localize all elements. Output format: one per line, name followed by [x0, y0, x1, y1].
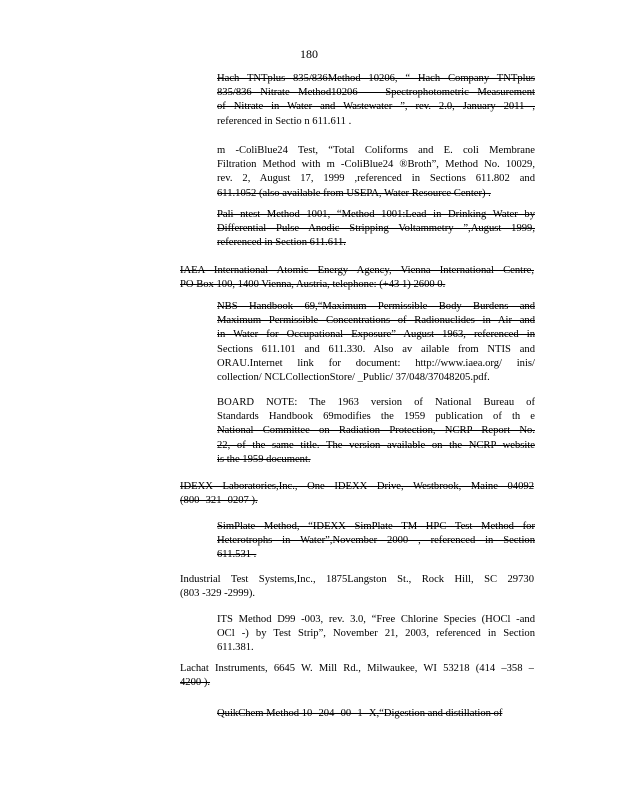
reference-nbs-handbook-69 — [217, 300, 535, 385]
reference-idexx — [180, 480, 534, 508]
reference-line: is the 1959 document. — [217, 453, 311, 465]
reference-line: PO Box 100, 1400 Vienna, Austria, telephone: (+43 1) 2600 0. — [180, 279, 446, 291]
reference-m-coliblue24 — [217, 144, 535, 201]
reference-line: (803 -329 -2999). — [180, 588, 256, 600]
reference-line: National Committee on Radiation Protection, NCRP Report No. — [217, 425, 535, 437]
reference-quikchem — [217, 707, 535, 721]
reference-line: OCl -) by Test Strip”, November 21, 2003, referenced in Section — [217, 628, 535, 640]
reference-its-d99-003 — [217, 613, 535, 656]
reference-palintest-1001 — [217, 208, 535, 251]
reference-line: referenced in Sectio n 611.611 . — [217, 115, 352, 127]
reference-line: Sections 611.101 and 611.330. Also av ailable from NTIS and — [217, 343, 535, 355]
reference-line: Pali ntest Method 1001, “Method 1001:Lead in Drinking Water by — [217, 209, 535, 220]
reference-line: of Nitrate in Water and Wastewater ”, rev. 2.0, January 2011 , — [217, 101, 535, 113]
reference-line: 611.381. — [217, 642, 254, 654]
reference-line: Maximum Permissible Concentrations of Radionuclides in Air and — [217, 315, 535, 327]
reference-simplate — [217, 520, 535, 563]
reference-line: Hach TNTplus 835/836Method 10206, “ Hach Company TNTplus — [217, 73, 535, 84]
reference-line: 611.531 . — [217, 549, 257, 561]
reference-line: SimPlate Method, “IDEXX SimPlate TM HPC Test Method for — [217, 521, 535, 532]
reference-line: in Water for Occupational Exposure” August 1963, referenced in — [217, 329, 535, 341]
reference-lachat — [180, 662, 534, 690]
reference-line: Filtration Method with m -ColiBlue24 ®Broth”, Method No. 10029, — [217, 159, 535, 171]
reference-line: QuikChem Method 10 -204 -00 -1 -X,“Digestion and distillation of — [217, 708, 503, 719]
reference-industrial-test-systems — [180, 573, 534, 601]
reference-hach-tntplus — [217, 72, 535, 129]
reference-line: Lachat Instruments, 6645 W. Mill Rd., Milwaukee, WI 53218 (414 –358 – — [180, 663, 534, 674]
reference-line: 611.1052 (also available from USEPA, Water Resource Center) . — [217, 187, 491, 199]
page-number: 180 — [300, 47, 318, 61]
reference-line: collection/ NCLCollectionStore/ _Public/ 37/048/37048205.pdf. — [217, 372, 490, 384]
reference-iaea — [180, 264, 534, 292]
reference-line: Standards Handbook 69modifies the 1959 publication of th e — [217, 411, 535, 423]
reference-line: 22, of the same title. The version available on the NCRP website — [217, 439, 535, 451]
reference-line: (800 -321 -0207 ). — [180, 495, 258, 507]
reference-line: NBS Handbook 69,“Maximum Permissible Body Burdens and — [217, 301, 535, 312]
reference-line: 835/836 Nitrate Method10206 — Spectrophotometric Measurement — [217, 87, 535, 99]
reference-line: Differential Pulse Anodic Stripping Voltammetry ”,August 1999, — [217, 223, 535, 235]
reference-line: ORAU.Internet link for document: http://www.iaea.org/ inis/ — [217, 357, 535, 369]
reference-line: IDEXX Laboratories,Inc., One IDEXX Drive, Westbrook, Maine 04092 — [180, 481, 534, 492]
reference-line: BOARD NOTE: The 1963 version of National Bureau of — [217, 397, 535, 408]
reference-board-note — [217, 396, 535, 467]
reference-line: 4200 ). — [180, 677, 211, 689]
reference-line: m -ColiBlue24 Test, “Total Coliforms and E. coli Membrane — [217, 145, 535, 156]
reference-line: Industrial Test Systems,Inc., 1875Langston St., Rock Hill, SC 29730 — [180, 574, 534, 585]
reference-line: Heterotrophs in Water”,November 2000 , referenced in Section — [217, 535, 535, 547]
reference-line: ITS Method D99 -003, rev. 3.0, “Free Chlorine Species (HOCl -and — [217, 614, 535, 625]
reference-line: rev. 2, August 17, 1999 ,referenced in Sections 611.802 and — [217, 173, 535, 185]
reference-line: referenced in Section 611.611. — [217, 237, 346, 249]
reference-line: IAEA International Atomic Energy Agency, Vienna International Centre, — [180, 265, 534, 276]
